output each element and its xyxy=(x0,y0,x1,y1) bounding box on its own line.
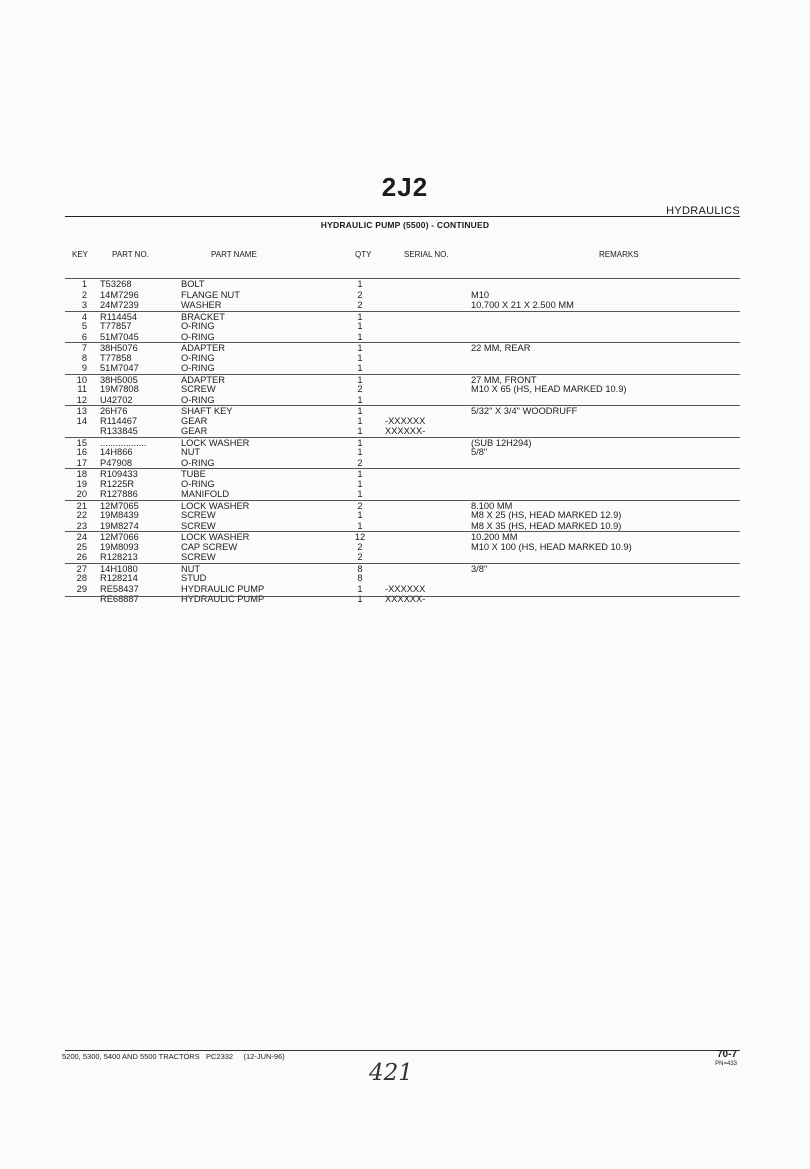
remarks-cell: M10 X 65 (HS, HEAD MARKED 10.9) xyxy=(471,384,627,394)
qty-cell: 1 xyxy=(357,437,363,448)
remarks-cell: 10.700 X 21 X 2.500 MM xyxy=(471,300,574,310)
key-cell: 28 xyxy=(76,573,87,583)
part-name-cell: BOLT xyxy=(181,279,205,289)
key-cell: 11 xyxy=(77,384,87,394)
key-cell: 18 xyxy=(76,469,87,479)
part-no-cell: R128214 xyxy=(100,573,138,583)
table-row xyxy=(65,332,740,343)
key-cell: 21 xyxy=(76,500,87,511)
part-name-cell: O-RING xyxy=(181,478,215,489)
qty-cell: 1 xyxy=(357,363,363,373)
part-no-cell: 26H76 xyxy=(100,406,128,416)
qty-cell: 1 xyxy=(357,478,363,489)
remarks-cell: M10 xyxy=(471,289,490,300)
qty-cell: 8 xyxy=(357,563,363,574)
part-name-cell: STUD xyxy=(181,573,207,583)
key-cell: 16 xyxy=(76,447,87,457)
part-name-cell: HYDRAULIC PUMP xyxy=(181,594,265,604)
key-cell: 23 xyxy=(76,520,87,531)
qty-cell: 1 xyxy=(357,594,363,604)
part-name-cell: SCREW xyxy=(181,510,216,520)
footer-title: 5200, 5300, 5400 AND 5500 TRACTORS PC2332 (12-JUN-96) xyxy=(62,1052,285,1061)
table-row xyxy=(65,426,740,437)
part-name-cell: MANIFOLD xyxy=(181,489,230,499)
remarks-cell: 27 MM, FRONT xyxy=(471,374,537,385)
part-name-cell: LOCK WASHER xyxy=(181,532,250,542)
qty-cell: 1 xyxy=(357,510,363,520)
remarks-cell: M8 X 35 (HS, HEAD MARKED 10.9) xyxy=(471,520,622,531)
table-title: HYDRAULIC PUMP (5500) - CONTINUED xyxy=(320,220,490,230)
table-row xyxy=(65,542,740,553)
part-name-cell: O-RING xyxy=(181,352,215,363)
key-cell: 27 xyxy=(76,563,87,574)
part-no-cell: 14M7296 xyxy=(100,289,139,300)
part-name-cell: SCREW xyxy=(181,384,216,394)
part-no-cell: 12M7065 xyxy=(100,500,139,511)
key-cell: 19 xyxy=(76,478,87,489)
table-row xyxy=(65,458,740,469)
qty-cell: 1 xyxy=(357,489,363,499)
qty-cell: 1 xyxy=(357,469,363,479)
part-name-cell: O-RING xyxy=(181,457,215,468)
part-name-cell: SHAFT KEY xyxy=(181,406,233,416)
part-no-cell: .................. xyxy=(100,437,147,448)
table-row xyxy=(65,342,740,353)
key-cell: 4 xyxy=(81,311,87,322)
table-row xyxy=(65,468,740,479)
part-no-cell: 19M8274 xyxy=(100,520,139,531)
part-name-cell: WASHER xyxy=(181,300,222,310)
part-name-cell: O-RING xyxy=(181,331,215,342)
table-row xyxy=(65,363,740,374)
serial-no-cell: -XXXXXX xyxy=(385,415,426,426)
key-cell: 9 xyxy=(81,363,87,373)
part-name-cell: SCREW xyxy=(181,520,216,531)
part-no-cell: 19M7808 xyxy=(100,384,139,394)
part-no-cell: T77858 xyxy=(100,352,132,363)
part-no-cell: P47908 xyxy=(100,457,133,468)
qty-cell: 2 xyxy=(357,384,363,394)
table-bottom-rule xyxy=(65,596,740,597)
key-cell: 13 xyxy=(76,406,87,416)
table-row xyxy=(65,573,740,584)
part-no-cell: 19M8439 xyxy=(100,510,139,520)
handwritten-page-number xyxy=(367,1058,419,1088)
key-cell: 10 xyxy=(76,374,87,385)
part-name-cell: CAP SCREW xyxy=(181,541,238,552)
part-no-cell: R114467 xyxy=(100,415,138,426)
key-cell: 1 xyxy=(81,279,87,289)
part-no-cell: 51M7045 xyxy=(100,331,139,342)
part-no-cell: R127886 xyxy=(100,489,138,499)
part-no-cell: 38H5076 xyxy=(100,343,138,353)
column-header-qty: QTY xyxy=(355,250,372,259)
table-row xyxy=(65,489,740,500)
part-no-cell: T53268 xyxy=(100,279,132,289)
section-label: HYDRAULICS xyxy=(666,205,740,217)
table-row xyxy=(65,479,740,490)
part-name-cell: O-RING xyxy=(181,363,215,373)
handwritten-number-text: 421 xyxy=(369,1060,413,1086)
part-no-cell: R114454 xyxy=(100,311,138,322)
part-no-cell: RE58437 xyxy=(100,583,139,594)
part-name-cell: NUT xyxy=(181,563,201,574)
column-header-key: KEY xyxy=(72,250,89,259)
table-row xyxy=(65,311,740,322)
qty-cell: 1 xyxy=(357,520,363,531)
part-name-cell: ADAPTER xyxy=(181,374,225,385)
header-rule xyxy=(65,216,740,217)
remarks-cell: 8.100 MM xyxy=(471,500,513,511)
part-no-cell: 12M7066 xyxy=(100,532,139,542)
table-row xyxy=(65,416,740,427)
serial-no-cell: -XXXXXX xyxy=(385,583,426,594)
part-name-cell: NUT xyxy=(181,447,201,457)
part-no-cell: R128213 xyxy=(100,552,138,562)
table-row xyxy=(65,521,740,532)
part-name-cell: TUBE xyxy=(181,469,206,479)
key-cell: 8 xyxy=(81,352,87,363)
remarks-cell: 10.200 MM xyxy=(471,532,518,542)
qty-cell: 1 xyxy=(357,394,363,405)
part-name-cell: FLANGE NUT xyxy=(181,289,240,300)
part-name-cell: BRACKET xyxy=(181,311,225,322)
column-header-part-name: PART NAME xyxy=(211,250,257,259)
part-no-cell: R109433 xyxy=(100,469,138,479)
part-no-cell: RE68887 xyxy=(100,594,139,604)
part-name-cell: LOCK WASHER xyxy=(181,437,250,448)
part-name-cell: LOCK WASHER xyxy=(181,500,250,511)
key-cell: 15 xyxy=(76,437,87,448)
column-header-part-no: PART NO. xyxy=(112,250,149,259)
page-code: 2J2 xyxy=(381,172,429,202)
qty-cell: 1 xyxy=(357,415,363,426)
table-row xyxy=(65,321,740,332)
remarks-cell: M10 X 100 (HS, HEAD MARKED 10.9) xyxy=(471,541,632,552)
column-header-serial-no: SERIAL NO. xyxy=(404,250,449,259)
key-cell: 3 xyxy=(81,300,87,310)
part-name-cell: SCREW xyxy=(181,552,216,562)
part-no-cell: U42702 xyxy=(100,394,133,405)
key-cell: 17 xyxy=(76,457,87,468)
part-name-cell: ADAPTER xyxy=(181,343,225,353)
table-row xyxy=(65,384,740,395)
qty-cell: 1 xyxy=(357,583,363,594)
qty-cell: 1 xyxy=(357,406,363,416)
qty-cell: 2 xyxy=(357,457,363,468)
qty-cell: 1 xyxy=(357,374,363,385)
table-row xyxy=(65,374,740,385)
part-no-cell: R1225R xyxy=(100,478,135,489)
qty-cell: 2 xyxy=(357,300,363,310)
qty-cell: 1 xyxy=(357,343,363,353)
table-row xyxy=(65,531,740,542)
remarks-cell: 5/32" X 3/4" WOODRUFF xyxy=(471,406,578,416)
table-row xyxy=(65,437,740,448)
key-cell: 2 xyxy=(81,289,87,300)
key-cell: 29 xyxy=(76,583,87,594)
column-header-remarks: REMARKS xyxy=(599,250,639,259)
part-no-cell: 14H866 xyxy=(100,447,133,457)
table-row xyxy=(65,563,740,574)
part-name-cell: O-RING xyxy=(181,394,215,405)
remarks-cell: 3/8" xyxy=(471,563,488,574)
part-name-cell: O-RING xyxy=(181,321,215,331)
key-cell: 26 xyxy=(76,552,87,562)
qty-cell: 2 xyxy=(357,541,363,552)
serial-no-cell: XXXXXX- xyxy=(385,426,426,436)
key-cell: 12 xyxy=(76,394,87,405)
key-cell: 6 xyxy=(81,331,87,342)
qty-cell: 2 xyxy=(357,289,363,300)
table-row xyxy=(65,300,740,311)
footer-rule xyxy=(65,1050,740,1051)
qty-cell: 8 xyxy=(357,573,363,583)
qty-cell: 1 xyxy=(357,447,363,457)
key-cell: 14 xyxy=(76,415,87,426)
parts-table-body xyxy=(65,279,740,605)
remarks-cell: M8 X 25 (HS, HEAD MARKED 12.9) xyxy=(471,510,622,520)
table-row xyxy=(65,395,740,406)
qty-cell: 1 xyxy=(357,426,363,436)
key-cell: 5 xyxy=(81,321,87,331)
qty-cell: 2 xyxy=(357,500,363,511)
qty-cell: 1 xyxy=(357,352,363,363)
part-no-cell: T77857 xyxy=(100,321,132,331)
table-row xyxy=(65,500,740,511)
pn-code: PN=433 xyxy=(715,1061,737,1067)
table-row xyxy=(65,279,740,290)
part-name-cell: HYDRAULIC PUMP xyxy=(181,583,265,594)
key-cell: 20 xyxy=(76,489,87,499)
part-no-cell: R133845 xyxy=(100,426,138,436)
table-row xyxy=(65,584,740,595)
table-row xyxy=(65,552,740,563)
serial-no-cell: XXXXXX- xyxy=(385,594,426,604)
qty-cell: 1 xyxy=(357,311,363,322)
table-row xyxy=(65,447,740,458)
remarks-cell: 5/8" xyxy=(471,447,488,457)
part-no-cell: 51M7047 xyxy=(100,363,139,373)
remarks-cell: (SUB 12H294) xyxy=(471,437,532,448)
qty-cell: 12 xyxy=(354,532,366,542)
table-row xyxy=(65,353,740,364)
part-no-cell: 38H5005 xyxy=(100,374,138,385)
part-name-cell: GEAR xyxy=(181,415,208,426)
qty-cell: 2 xyxy=(357,552,363,562)
qty-cell: 1 xyxy=(357,279,363,289)
key-cell: 25 xyxy=(76,541,87,552)
qty-cell: 1 xyxy=(357,321,363,331)
page-number: 70-7 xyxy=(716,1049,737,1060)
part-name-cell: GEAR xyxy=(181,426,208,436)
key-cell: 22 xyxy=(76,510,87,520)
key-cell: 24 xyxy=(76,532,87,542)
part-no-cell: 19M8093 xyxy=(100,541,139,552)
table-row xyxy=(65,290,740,301)
key-cell: 7 xyxy=(81,343,87,353)
qty-cell: 1 xyxy=(357,331,363,342)
remarks-cell: 22 MM, REAR xyxy=(471,343,531,353)
table-row xyxy=(65,405,740,416)
table-row xyxy=(65,510,740,521)
part-no-cell: 24M7239 xyxy=(100,300,139,310)
part-no-cell: 14H1080 xyxy=(100,563,138,574)
